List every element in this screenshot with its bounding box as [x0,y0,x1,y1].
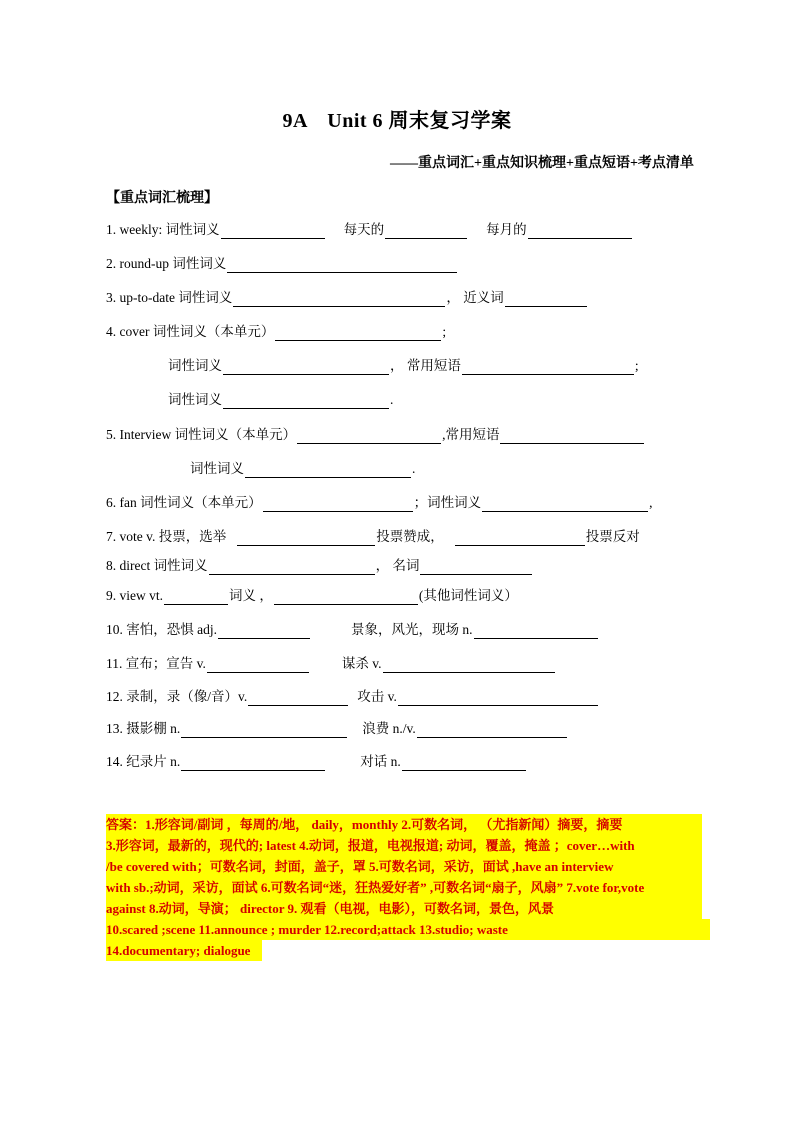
answer-line: 14.documentary; dialogue [106,940,262,961]
q10-label-b: 景象，风光，现场 n. [351,622,473,637]
question-6 [106,494,653,512]
q6-label-b: ；词性词义 [413,495,482,510]
answer-blank[interactable] [223,359,389,375]
answer-blank[interactable] [482,496,648,512]
question-13 [106,720,568,738]
q4b-label: 词性词义 [168,358,222,373]
answer-blank[interactable] [528,223,632,239]
q9-label-b: 词义 ， [229,588,273,603]
question-8 [106,557,533,575]
q7-label-b: 投票赞成， [376,529,444,544]
answer-blank[interactable] [164,589,228,605]
q12-label-b: 攻击 v. [357,689,397,704]
answer-line: with sb.;动词，采访，面试 6.可数名词“迷，狂热爱好者” ,可数名词“扇子，风扇” 7.vote for,vote [106,877,702,898]
answer-blank[interactable] [227,257,457,273]
answer-blank[interactable] [505,291,587,307]
answer-blank[interactable] [221,223,325,239]
section-heading: 【重点词汇梳理】 [106,191,218,206]
answer-blank[interactable] [218,623,310,639]
question-1 [106,221,633,239]
answer-blank[interactable] [263,496,413,512]
answer-key [106,814,706,961]
answer-blank[interactable] [181,755,325,771]
q10-label: 10. 害怕，恐惧 adj. [106,622,217,637]
question-10 [106,621,599,639]
question-4 [106,323,446,341]
q14-label: 14. 纪录片 n. [106,754,181,769]
answer-blank[interactable] [385,223,467,239]
q7-label: 7. vote v. 投票，选举 [106,529,227,544]
q4c-end: . [390,392,394,407]
q11-label-b: 谋杀 v. [341,656,382,671]
answer-blank[interactable] [223,393,389,409]
question-7 [106,528,640,546]
answer-blank[interactable] [297,428,441,444]
question-3 [106,289,588,307]
q9-label: 9. view vt. [106,588,163,603]
question-4c [168,391,393,409]
answer-blank[interactable] [455,530,585,546]
answer-blank[interactable] [500,428,644,444]
q12-label: 12. 录制，录（像/音）v. [106,689,248,704]
q7-label-c: 投票反对 [585,529,640,544]
answer-line: 答案：1.形容词/副词 ，每周的/地， daily，monthly 2.可数名词， （尤指新闻）摘要，摘要 [106,814,702,835]
answer-blank[interactable] [474,623,598,639]
page-subtitle: ——重点词汇+重点知识梳理+重点短语+考点清单 [390,156,694,171]
answer-blank[interactable] [417,722,567,738]
q8-label: 8. direct 词性词义 [106,558,208,573]
answer-line: against 8.动词，导演； director 9. 观看（电视，电影），可数名词，景色，风景 [106,898,702,919]
q13-label: 13. 摄影棚 n. [106,721,181,736]
answer-line: 3.形容词，最新的，现代的; latest 4.动词，报道，电视报道; 动词，覆盖，掩盖 ；cover…with [106,835,702,856]
answer-blank[interactable] [398,690,598,706]
answer-blank[interactable] [383,657,555,673]
q14-label-b: 对话 n. [360,754,401,769]
q4b-end: ; [634,358,639,373]
answer-blank[interactable] [402,755,526,771]
answer-blank[interactable] [181,722,347,738]
question-9 [106,587,518,605]
answer-blank[interactable] [420,559,532,575]
q3-label-b: ， 近义词 [446,290,504,305]
q1-label: 1. weekly: 词性词义 [106,222,220,237]
answer-blank[interactable] [462,359,634,375]
question-14 [106,753,527,771]
question-4b [168,357,639,375]
answer-blank[interactable] [248,690,348,706]
question-5b [190,460,415,478]
q3-label: 3. up-to-date 词性词义 [106,290,233,305]
q6-label: 6. fan 词性词义（本单元） [106,495,262,510]
answer-line: 10.scared ;scene 11.announce ; murder 12.record;attack 13.studio; waste [106,919,710,940]
q5-label-b: ,常用短语 [442,427,500,442]
question-2 [106,255,458,273]
q8-label-b: ， 名词 [375,558,420,573]
q4b-label-b: ， 常用短语 [390,358,461,373]
answer-line: /be covered with；可数名词，封面，盖子，罩 5.可数名词，采访，面试 ,have an interview [106,856,702,877]
q9-label-c: (其他词性词义） [418,588,518,603]
question-11 [106,655,556,673]
q1-label-b: 每天的 [343,222,385,237]
q4-end: ; [442,324,447,339]
q2-label: 2. round-up 词性词义 [106,256,227,271]
q5b-end: . [412,461,416,476]
answer-blank[interactable] [233,291,445,307]
answer-blank[interactable] [245,462,411,478]
answer-blank[interactable] [207,657,309,673]
answer-blank[interactable] [237,530,375,546]
question-12 [106,688,599,706]
q4-label: 4. cover 词性词义（本单元） [106,324,275,339]
q11-label: 11. 宣布；宣告 v. [106,656,206,671]
q1-label-c: 每月的 [486,222,527,237]
question-5 [106,426,645,444]
answer-blank[interactable] [274,589,418,605]
q13-label-b: 浪费 n./v. [362,721,416,736]
q5-label: 5. Interview 词性词义（本单元） [106,427,297,442]
q4c-label: 词性词义 [168,392,222,407]
answer-blank[interactable] [209,559,375,575]
q5b-label: 词性词义 [190,461,244,476]
answer-blank[interactable] [275,325,441,341]
page-title: 9A Unit 6 周末复习学案 [282,110,512,132]
q6-end: , [649,495,653,510]
